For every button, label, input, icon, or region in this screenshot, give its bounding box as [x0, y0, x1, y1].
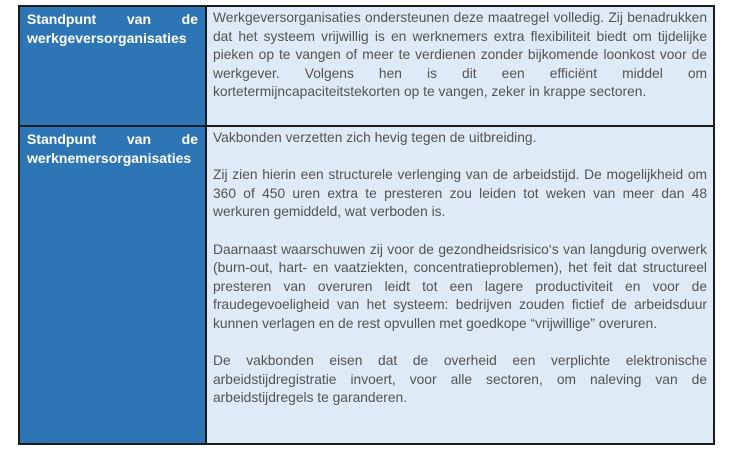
- table-row: [20, 7, 713, 125]
- row-content-werknemersorganisaties: [207, 127, 713, 443]
- paragraph: De vakbonden eisen dat de overheid een verplichte elektronische arbeidstijdregistratie invoert, voor alle sectoren, om naleving van de arbeidstijdregels te garanderen.: [213, 353, 707, 406]
- row-header-werkgeversorganisaties: Standpunt van de werkgeversorganisaties: [20, 7, 207, 125]
- row-header-werknemersorganisaties: Standpunt van de werknemersorganisaties: [20, 127, 207, 443]
- paragraph: Zij zien hierin een structurele verlenging van de arbeidstijd. De mogelijkheid om 360 of 450 uren extra te presteren zou leiden tot weken van meer dan 48 werkuren gemiddeld, wat verboden is.: [213, 167, 707, 220]
- row-content-werkgeversorganisaties: [207, 7, 713, 125]
- paragraph: Daarnaast waarschuwen zij voor de gezondheidsrisico‘s van langdurig overwerk (burn-out, hart- en vaatziekten, concentratieproblemen), het feit dat structureel presteren van overuren leidt tot een lagere productiviteit en voor de fraudegevoeligheid van het systeem: bedrijven zouden fictief de arbeidsduur kunnen verlagen en de rest opvullen met goedkope “vrijwillige” overuren.: [213, 241, 707, 331]
- table-row: [20, 125, 713, 443]
- paragraph: Vakbonden verzetten zich hevig tegen de uitbreiding.: [213, 130, 537, 145]
- paragraph: Werkgeversorganisaties ondersteunen deze maatregel volledig. Zij benadrukken dat het systeem vrijwillig is en werknemers extra flexibiliteit biedt om tijdelijke pieken op te vangen of meer te verdienen zonder bijkomende loonkost voor de werkgever. Volgens hen is dit een efficiënt middel om kortetermijncapaciteitstekorten op te vangen, zeker in krappe sectoren.: [213, 10, 707, 100]
- standpunten-table: [18, 5, 715, 445]
